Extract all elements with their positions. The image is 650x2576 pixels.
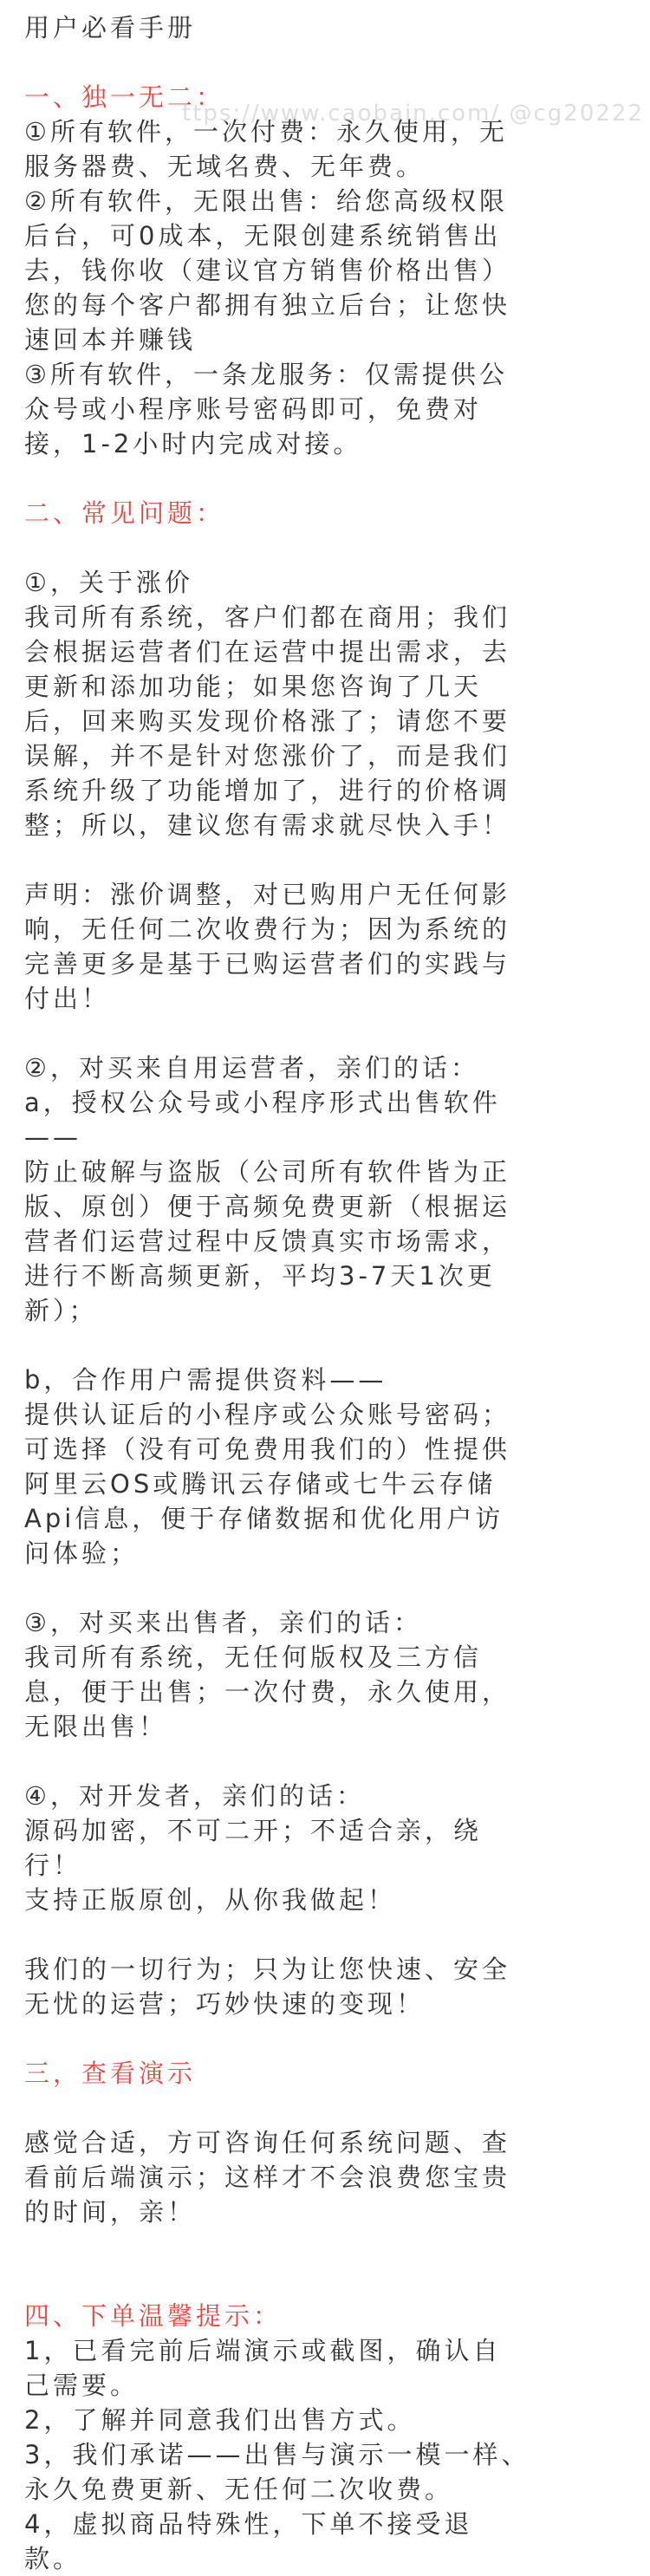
text-line: a，授权公众号或小程序形式出售软件 — [24, 1088, 501, 1117]
text-line: ④，对开发者，亲们的话： — [24, 1781, 365, 1811]
section-4-heading: 四、下单温馨提示： — [24, 2301, 283, 2331]
text-line: 3，我们承诺——出售与演示一模一样、 — [24, 2440, 530, 2469]
text-line: ②所有软件，无限出售：给您高级权限 — [24, 186, 508, 216]
text-line: 去，钱你收（建议官方销售价格出售） — [24, 256, 511, 285]
text-line: 声明：涨价调整，对已购用户无任何影 — [24, 880, 511, 909]
text-line: 新）； — [24, 1296, 98, 1325]
faq-closing — [24, 1952, 626, 2021]
faq-statement — [24, 877, 626, 1016]
faq-developers — [24, 1779, 626, 1917]
text-line: 永久免费更新、无任何二次收费。 — [24, 2475, 454, 2504]
text-line: 更新和添加功能；如果您咨询了几天 — [24, 672, 483, 701]
text-line: 款。 — [24, 2544, 82, 2573]
text-line: 会根据运营者们在运营中提出需求，去 — [24, 637, 511, 667]
faq-resellers — [24, 1605, 626, 1744]
faq-required-materials — [24, 1363, 626, 1571]
text-line: 响，无任何二次收费行为；因为系统的 — [24, 914, 511, 944]
text-line: 可选择（没有可免费用我们的）性提供 — [24, 1434, 511, 1464]
text-line: 1，已看完前后端演示或截图，确认自 — [24, 2336, 502, 2365]
text-line: ③，对买来出售者，亲们的话： — [24, 1608, 422, 1637]
text-line: 无忧的运营；巧妙快速的变现！ — [24, 1989, 426, 2019]
text-line: 整；所以，建议您有需求就尽快入手！ — [24, 810, 511, 840]
faq-price-increase — [24, 565, 626, 842]
text-line: 接，1-2小时内完成对接。 — [24, 429, 362, 459]
text-line: 营者们运营过程中反馈真实市场需求， — [24, 1226, 511, 1256]
text-line: 误解，并不是针对您涨价了，而是我们 — [24, 741, 511, 771]
text-line: 感觉合适，方可咨询任何系统问题、查 — [24, 2128, 511, 2157]
text-line: 防止破解与盗版（公司所有软件皆为正 — [24, 1157, 511, 1187]
text-line: 服务器费、无域名费、无年费。 — [24, 152, 426, 181]
section-3-heading: 三，查看演示 — [24, 2059, 197, 2088]
section-1-heading: 一、独一无二： — [24, 82, 225, 112]
text-line: 完善更多是基于已购运营者们的实践与 — [24, 949, 511, 979]
text-line: 支持正版原创，从你我做起！ — [24, 1885, 397, 1915]
text-line: 后，回来购买发现价格涨了；请您不要 — [24, 706, 511, 736]
section-4-body — [24, 2333, 626, 2576]
section-2-heading: 二、常见问题： — [24, 498, 225, 528]
faq-self-use-operators — [24, 1051, 626, 1328]
text-line: 我司所有系统，客户们都在商用；我们 — [24, 602, 511, 632]
text-line: ②，对买来自用运营者，亲们的话： — [24, 1053, 479, 1083]
text-line: 己需要。 — [24, 2371, 140, 2400]
section-3-body — [24, 2125, 626, 2229]
page-title: 用户必看手册 — [24, 13, 197, 42]
text-line: ①所有软件，一次付费：永久使用，无 — [24, 117, 508, 146]
text-line: ③所有软件，一条龙服务：仅需提供公 — [24, 360, 508, 389]
text-line: 阿里云OS或腾讯云存储或七牛云存储 — [24, 1469, 497, 1499]
text-line: 速回本并赚钱 — [24, 325, 197, 355]
text-line: 的时间，亲！ — [24, 2197, 197, 2227]
text-line: 您的每个客户都拥有独立后台；让您快 — [24, 290, 511, 320]
text-line: 我们的一切行为；只为让您快速、安全 — [24, 1955, 511, 1984]
text-line: 后台，可0成本，无限创建系统销售出 — [24, 221, 502, 250]
text-line: 提供认证后的小程序或公众账号密码； — [24, 1400, 511, 1429]
text-line: 行！ — [24, 1851, 82, 1880]
text-line: 无限出售！ — [24, 1712, 168, 1741]
text-line: 源码加密，不可二开；不适合亲，绕 — [24, 1816, 483, 1845]
text-line: 看前后端演示；这样才不会浪费您宝贵 — [24, 2163, 511, 2192]
text-line: 2，了解并同意我们出售方式。 — [24, 2405, 416, 2435]
text-line: b，合作用户需提供资料—— — [24, 1365, 387, 1395]
text-line: 我司所有系统，无任何版权及三方信 — [24, 1643, 483, 1672]
text-line: 问体验； — [24, 1538, 140, 1568]
text-line: —— — [24, 1122, 81, 1152]
text-line: ①，关于涨价 — [24, 568, 193, 597]
text-line: 付出！ — [24, 984, 111, 1013]
text-line: 众号或小程序账号密码即可，免费对 — [24, 394, 483, 424]
text-line: Api信息，便于存储数据和优化用户访 — [24, 1504, 504, 1533]
text-line: 进行不断高频更新，平均3-7天1次更 — [24, 1261, 496, 1291]
watermark: ttps://www.caobain.com/ @cg20222 — [182, 101, 644, 127]
section-1-body — [24, 114, 626, 461]
text-line: 4，虚拟商品特殊性，下单不接受退 — [24, 2509, 473, 2539]
text-line: 息，便于出售；一次付费，永久使用， — [24, 1677, 511, 1707]
text-line: 系统升级了功能增加了，进行的价格调 — [24, 776, 511, 805]
text-line: 版、原创）便于高频免费更新（根据运 — [24, 1192, 511, 1221]
